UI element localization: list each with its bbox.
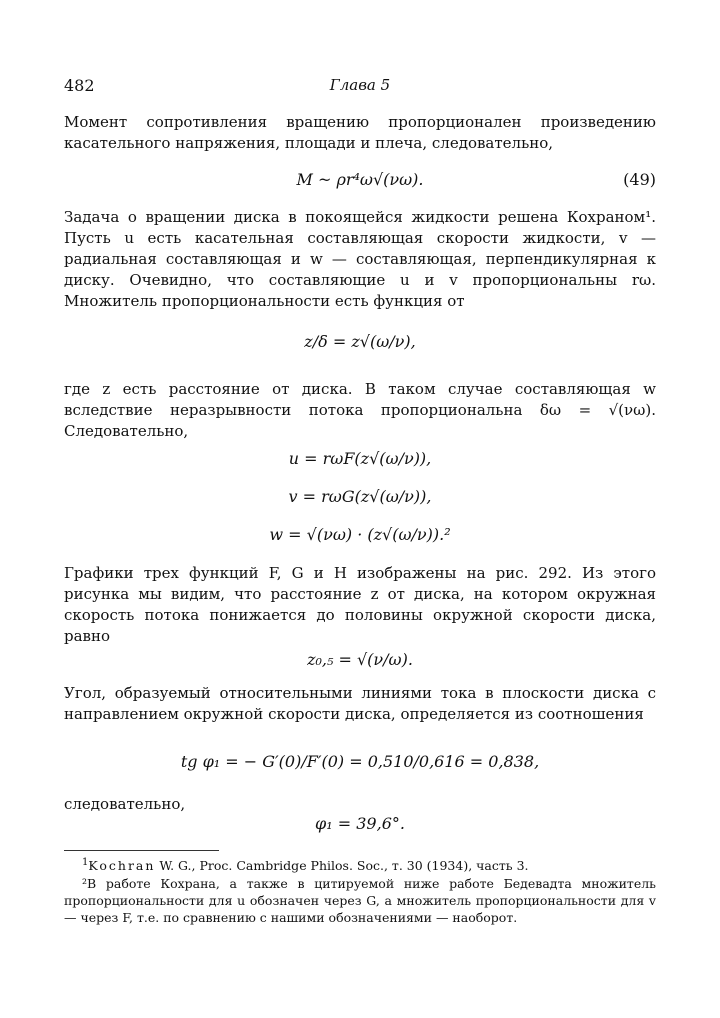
footnote-1-text: W. G., Proc. Cambridge Philos. Soc., т. 30 (1934), часть 3. <box>155 858 529 873</box>
equation-z-delta: z/δ = z√(ω/ν), <box>304 332 416 351</box>
page-header <box>64 76 656 100</box>
chapter-title: Глава 5 <box>329 76 391 94</box>
paragraph-distance: где z есть расстояние от диска. В таком случае составляющая w вследствие неразрывности потока пропорциональна δω = √(νω). Следовательно, <box>64 380 656 440</box>
paragraph-graphs: Графики трех функций F, G и H изображены на рис. 292. Из этого рисунка мы видим, что расстояние z от диска, на котором окружная скорость потока понижается до половины окружной скорости диска, равно <box>64 564 656 645</box>
equation-phi: φ₁ = 39,6°. <box>315 814 405 833</box>
equation-number: (49) <box>623 170 656 189</box>
footnote-1-author: Kochran <box>88 858 156 873</box>
footnote-2: ²В работе Кохрана, а также в цитируемой ниже работе Бедевадта множитель пропорциональности для u обозначен через G, а множитель пропорциональности для v — через F, т.е. по сравнению с нашими обозначениями — наоборот. <box>64 876 656 925</box>
equation-49-body: M ~ ρr⁴ω√(νω). <box>296 170 424 189</box>
equation-v: v = rωG(z√(ω/ν)), <box>288 487 432 506</box>
footnote-divider <box>64 850 219 851</box>
paragraph-kochran: Задача о вращении диска в покоящейся жидкости решена Кохраном¹. Пусть u есть касательная составляющая скорости жидкости, v — радиальная составляющая и w — составляющая, перпендикулярная к диску. Очевидно, что составляющие u и v пропорциональны rω. Множитель пропорциональности есть функция от <box>64 208 656 310</box>
equation-49 <box>64 170 656 200</box>
footnote-1 <box>64 857 656 874</box>
equation-u: u = rωF(z√(ω/ν)), <box>288 449 432 468</box>
paragraph-therefore: следовательно, <box>64 795 186 813</box>
paragraph-angle: Угол, образуемый относительными линиями тока в плоскости диска с направлением окружной скорости диска, определяется из соотношения <box>64 684 656 723</box>
page-number: 482 <box>64 76 95 95</box>
equation-tg: tg φ₁ = − G′(0)/F′(0) = 0,510/0,616 = 0,838, <box>180 752 540 771</box>
paragraph-moment: Момент сопротивления вращению пропорционален произведению касательного напряжения, площади и плеча, следовательно, <box>64 113 656 152</box>
equation-w: w = √(νω) · (z√(ω/ν)).² <box>269 525 451 544</box>
equation-z05: z₀,₅ = √(ν/ω). <box>307 650 413 669</box>
footnote-1-mark: 1 <box>82 856 89 868</box>
